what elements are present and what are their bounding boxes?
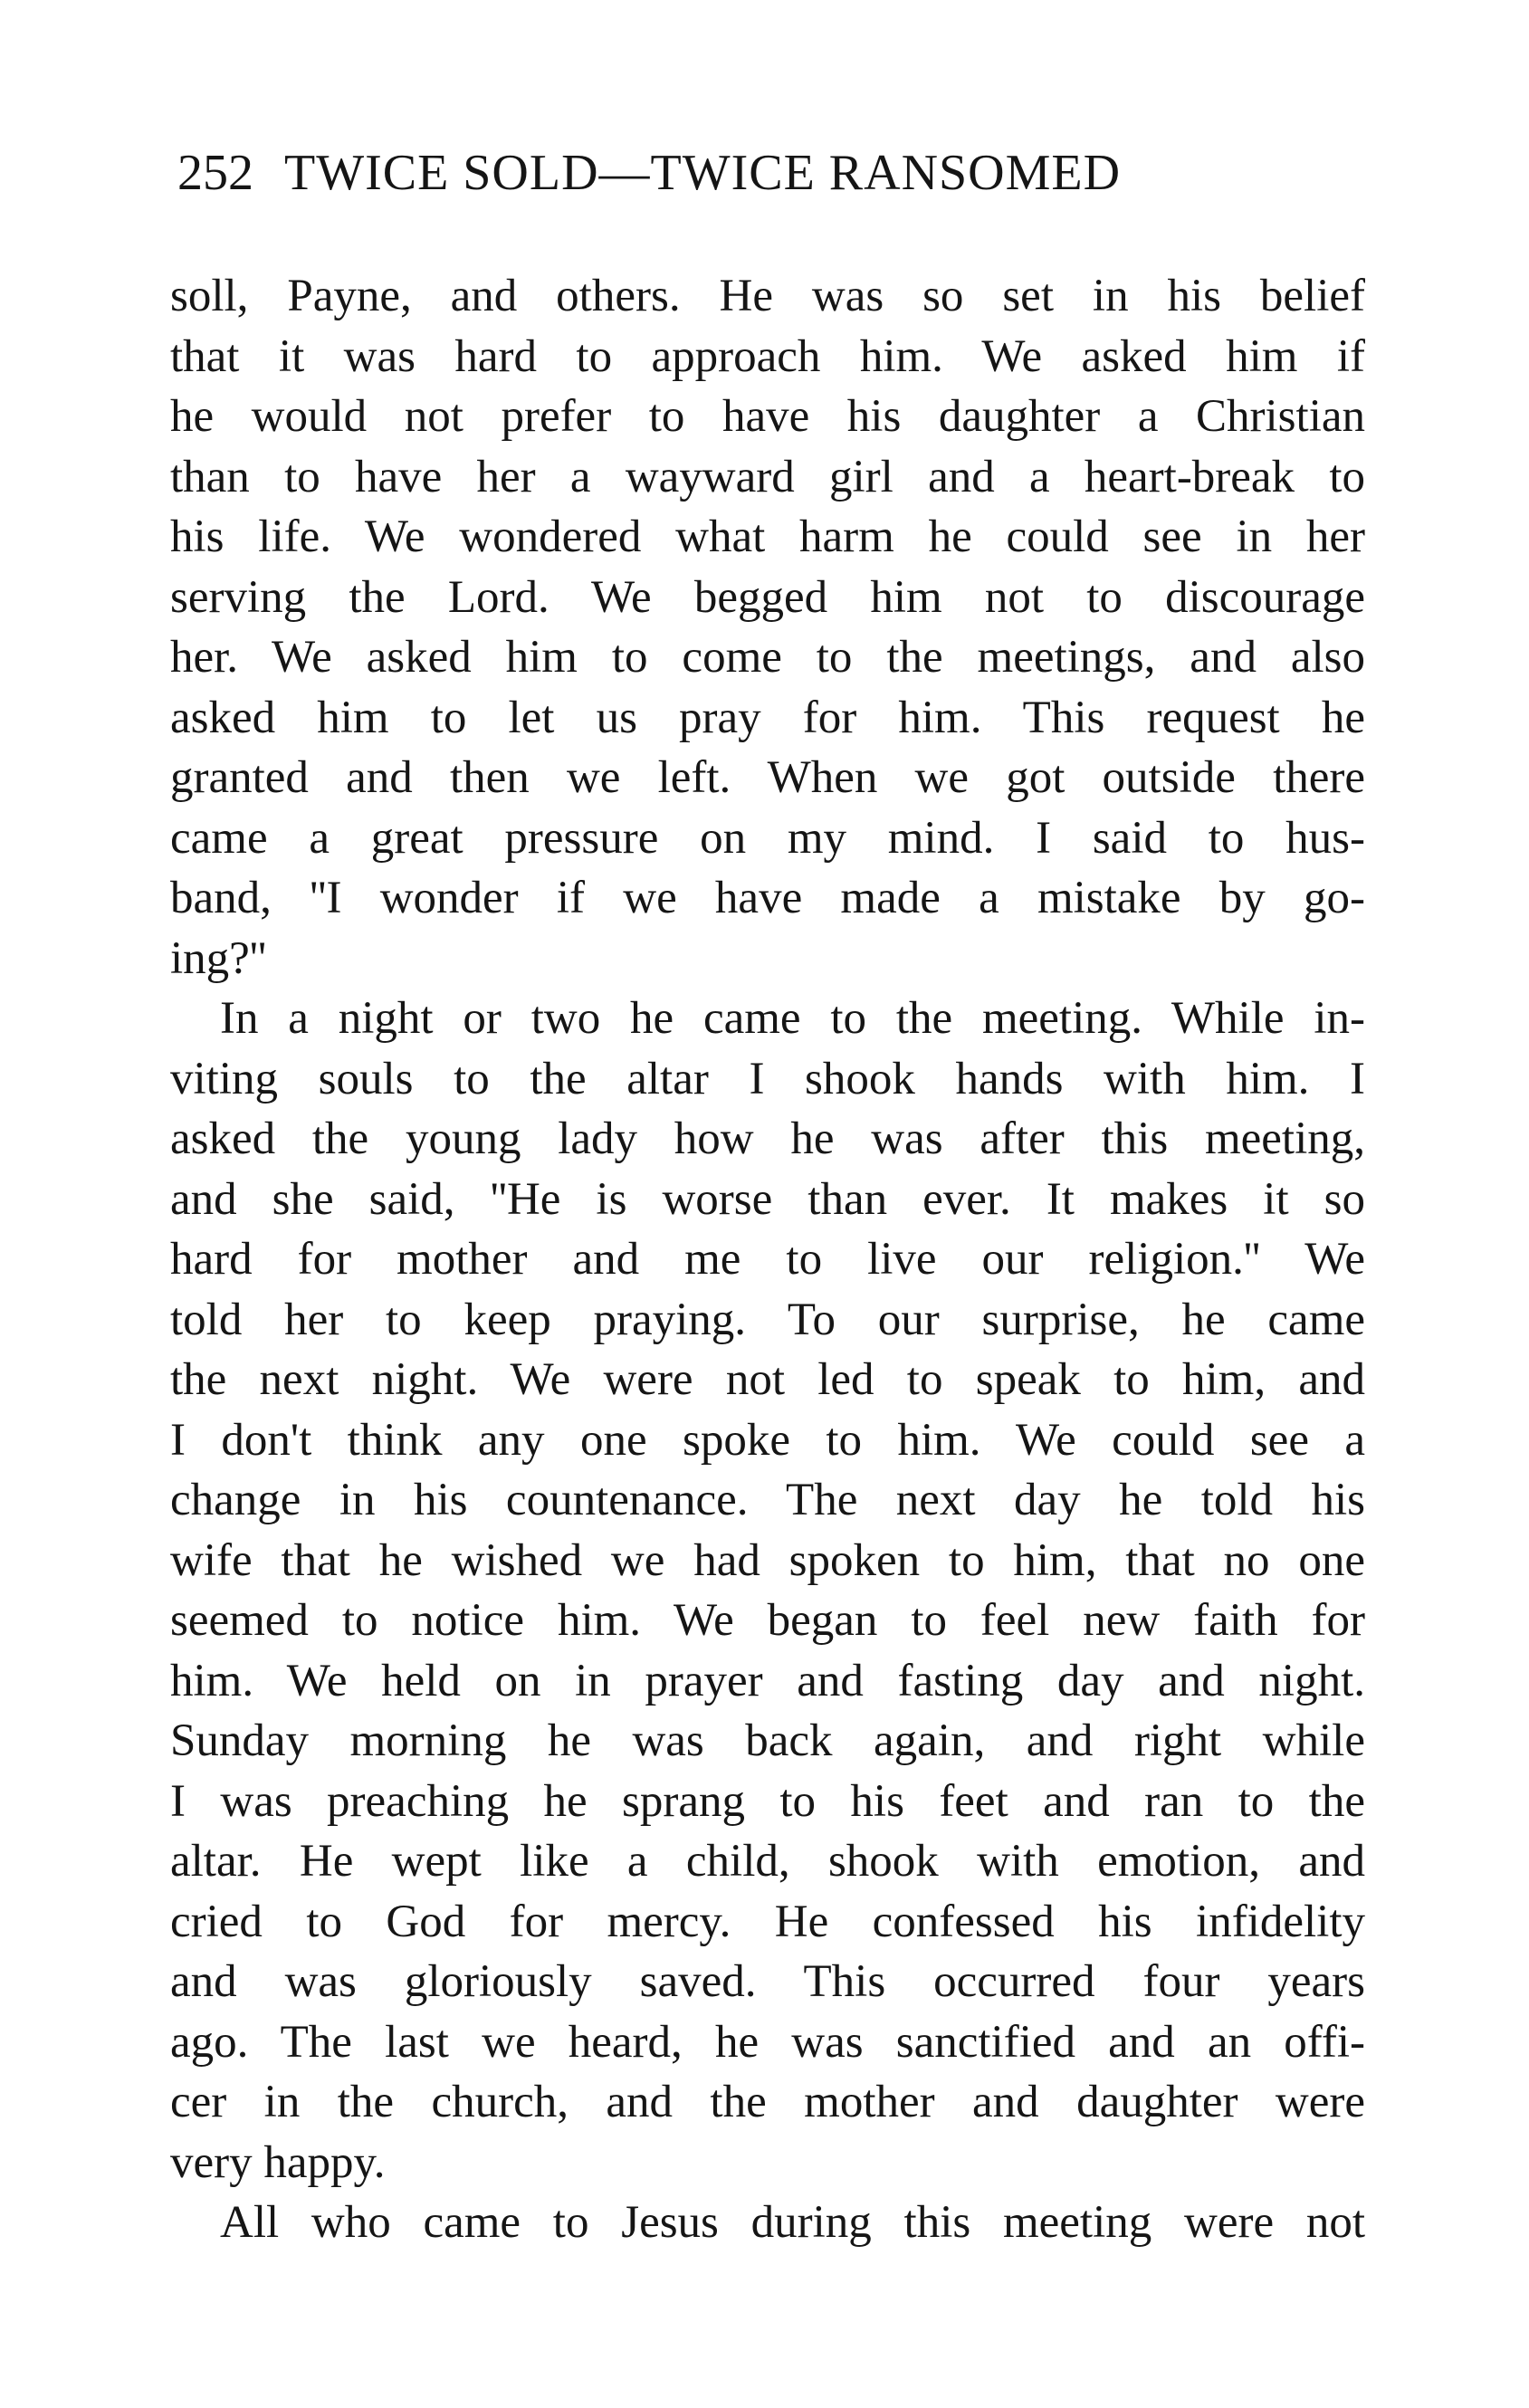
text-line: serving the Lord. We begged him not to discourage <box>170 571 1365 623</box>
text-line: asked the young lady how he was after this meeting, <box>170 1113 1365 1164</box>
text-line: very happy. <box>170 2136 386 2188</box>
paragraph-start-line: In a night or two he came to the meeting. While in- <box>220 993 1365 1044</box>
text-line: altar. He wept like a child, shook with emotion, and <box>170 1836 1365 1887</box>
body-text <box>170 266 1365 2253</box>
paragraph-start-line: All who came to Jesus during this meeting were not <box>220 2197 1365 2248</box>
text-line: told her to keep praying. To our surprise, he came <box>170 1294 1365 1345</box>
text-line: that it was hard to approach him. We asked him if <box>170 330 1365 382</box>
text-line: ago. The last we heard, he was sanctified and an offi- <box>170 2016 1365 2068</box>
text-line: band, ''I wonder if we have made a mistake by go- <box>170 873 1365 923</box>
text-line: her. We asked him to come to the meetings, and also <box>170 632 1365 683</box>
text-line: him. We held on in prayer and fasting day and night. <box>170 1655 1365 1706</box>
text-line: seemed to notice him. We began to feel new faith for <box>170 1595 1365 1646</box>
text-line: hard for mother and me to live our religion.'' We <box>170 1234 1365 1285</box>
text-line: I was preaching he sprang to his feet and ran to the <box>170 1775 1365 1827</box>
text-line: cer in the church, and the mother and daughter were <box>170 2077 1365 2127</box>
text-line: asked him to let us pray for him. This request he <box>170 692 1365 743</box>
text-line: his life. We wondered what harm he could see in her <box>170 511 1365 562</box>
text-line: Sunday morning he was back again, and right while <box>170 1715 1365 1766</box>
text-line: soll, Payne, and others. He was so set in his belief <box>170 271 1365 321</box>
text-line: than to have her a wayward girl and a heart-break to <box>170 451 1365 502</box>
page-number: 252 <box>177 145 253 201</box>
text-line: change in his countenance. The next day he told his <box>170 1475 1365 1525</box>
text-line: granted and then we left. When we got outside there <box>170 752 1365 803</box>
text-line: viting souls to the altar I shook hands with him. I <box>170 1053 1365 1104</box>
text-line: I don't think any one spoke to him. We could see a <box>170 1414 1365 1466</box>
text-line: wife that he wished we had spoken to him, that no one <box>170 1534 1365 1586</box>
text-line: cried to God for mercy. He confessed his infidelity <box>170 1896 1365 1947</box>
running-header <box>177 141 1354 205</box>
text-line: came a great pressure on my mind. I said to hus- <box>170 812 1365 864</box>
text-line: and was gloriously saved. This occurred four years <box>170 1956 1365 2007</box>
text-line: the next night. We were not led to speak to him, and <box>170 1354 1365 1405</box>
text-line: he would not prefer to have his daughter a Christian <box>170 391 1365 442</box>
text-line: and she said, ''He is worse than ever. It makes it so <box>170 1173 1365 1225</box>
text-line: ing?'' <box>170 932 267 984</box>
book-title: TWICE SOLD—TWICE RANSOMED <box>284 145 1122 201</box>
